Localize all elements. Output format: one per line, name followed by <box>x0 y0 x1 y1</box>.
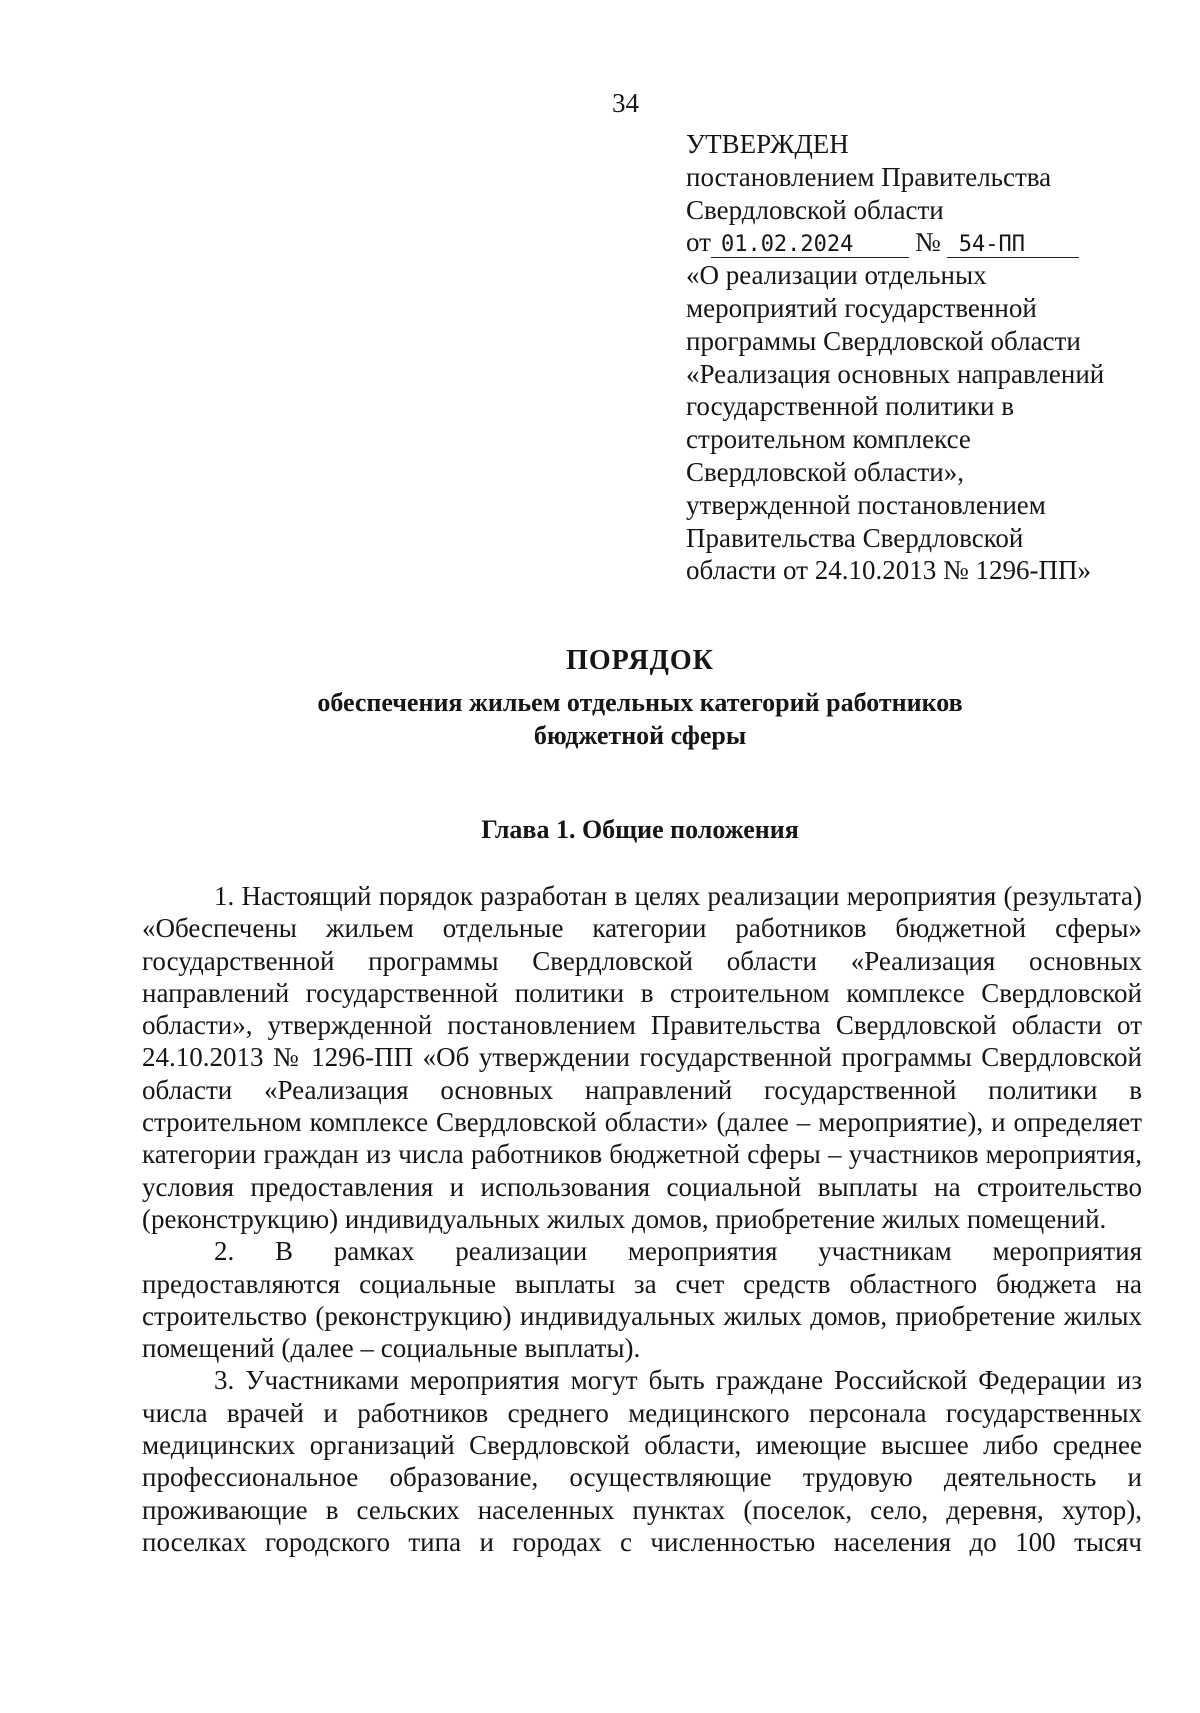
approval-date-line <box>686 226 1156 259</box>
number-label: № <box>914 227 941 258</box>
document-body <box>142 880 1142 1558</box>
approval-stamp-block <box>686 128 1156 587</box>
document-title: ПОРЯДОК <box>566 645 714 676</box>
date-field: 01.02.2024 <box>711 233 909 258</box>
approval-line: «Реализация основных направлений <box>686 358 1105 389</box>
paragraph: 2. В рамках реализации мероприятия участникам мероприятия предоставляются социальные выплаты за счет средств областного бюджета на строительство (реконструкцию) индивидуальных жилых домов, приобретение жилых помещений (далее – социальные выплаты). <box>142 1236 1142 1364</box>
approval-line: «О реализации отдельных <box>686 260 987 291</box>
approval-line: Свердловской области <box>686 194 944 225</box>
paragraph: 1. Настоящий порядок разработан в целях реализации мероприятия (результата) «Обеспечены жильем отдельные категории работников бюджетной сферы» государственной программы Свердловской области «Реализация основных направлений государственной политики в строительном комплексе Свердловской области», утвержденной постановлением Правительства Свердловской области от 24.10.2013 № 1296-ПП «Об утверждении государственной программы Свердловской области «Реализация основных направлений государственной политики в строительном комплексе Свердловской области» (далее – мероприятие), и определяет категории граждан из числа работников бюджетной сферы – участников мероприятия, условия предоставления и использования социальной выплаты на строительство (реконструкцию) индивидуальных жилых домов, приобретение жилых помещений. <box>142 881 1142 1234</box>
approval-line: строительном комплексе <box>686 424 971 455</box>
approval-line: Свердловской области», <box>686 456 964 487</box>
approval-heading: УТВЕРЖДЕН <box>686 129 849 159</box>
approval-line: утвержденной постановлением <box>686 489 1046 520</box>
approval-line: постановлением Правительства <box>686 161 1052 192</box>
approval-line: области от 24.10.2013 № 1296-ПП» <box>686 555 1091 586</box>
paragraph: 3. Участниками мероприятия могут быть граждане Российской Федерации из числа врачей и работников среднего медицинского персонала государственных медицинских организаций Свердловской области, имеющие высшее либо среднее профессиональное образование, осуществляющие трудовую деятельность и проживающие в сельских населенных пунктах (поселок, село, деревня, хутор), поселках городского типа и городах с численностью населения до 100 тысяч <box>142 1365 1142 1557</box>
approval-line: Правительства Свердловской <box>686 522 1024 553</box>
chapter-title: Глава 1. Общие положения <box>481 815 799 844</box>
document-subtitle-line: обеспечения жильем отдельных категорий работников <box>317 688 963 717</box>
page-number: 34 <box>612 88 639 118</box>
document-subtitle-line: бюджетной сферы <box>533 721 747 750</box>
date-prefix: от <box>686 227 711 258</box>
approval-line: государственной политики в <box>686 391 1015 422</box>
document-subtitle <box>140 686 1140 752</box>
number-field: 54-ПП <box>947 233 1079 258</box>
approval-line: мероприятий государственной <box>686 292 1037 323</box>
approval-line: программы Свердловской области <box>686 325 1081 356</box>
